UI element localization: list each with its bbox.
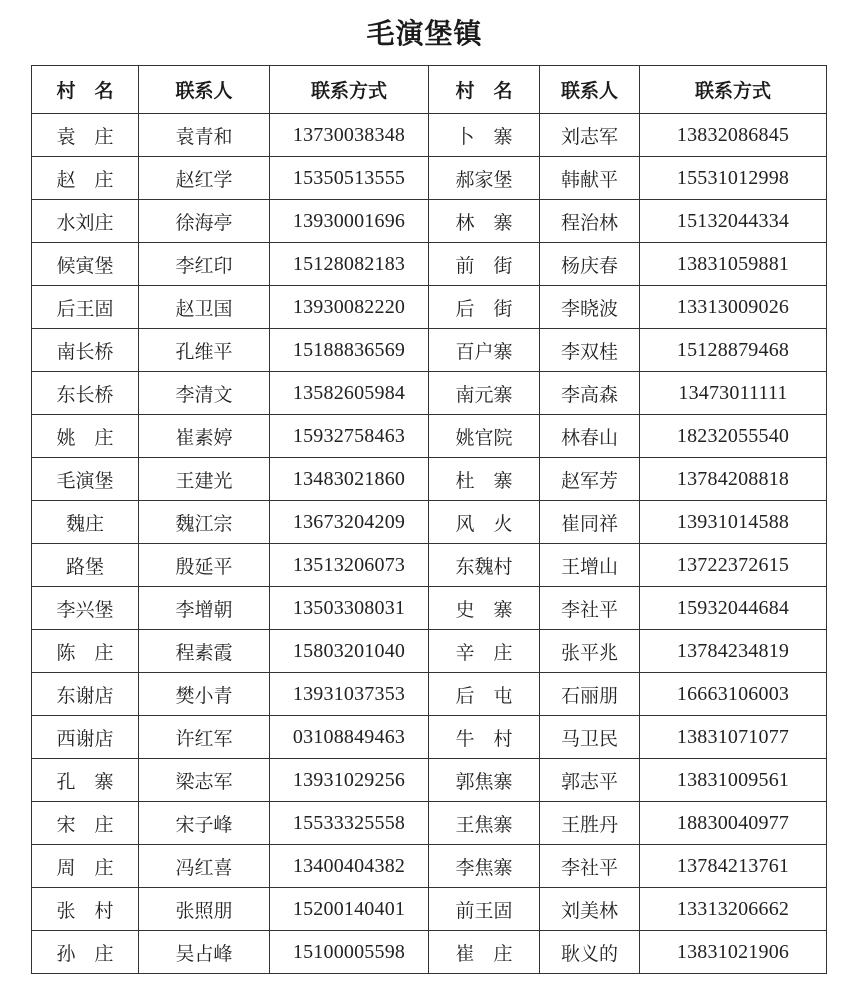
table-row <box>32 630 827 673</box>
phone-number-cell-left: 13513206073 <box>270 544 429 587</box>
village-name-cell-left: 孔 寨 <box>32 759 139 802</box>
table-row <box>32 286 827 329</box>
phone-number-cell-right: 13831009561 <box>640 759 827 802</box>
contact-person-cell-right: 李晓波 <box>540 286 640 329</box>
phone-number-cell-left: 13930001696 <box>270 200 429 243</box>
phone-number-cell-left: 15128082183 <box>270 243 429 286</box>
contact-person-cell-left: 李红印 <box>139 243 270 286</box>
phone-number-cell-right: 13784234819 <box>640 630 827 673</box>
phone-number-cell-left: 13503308031 <box>270 587 429 630</box>
phone-number-cell-right: 13831071077 <box>640 716 827 759</box>
contact-person-cell-left: 徐海亭 <box>139 200 270 243</box>
contact-person-cell-left: 冯红喜 <box>139 845 270 888</box>
header-contact-person-left: 联系人 <box>139 66 270 114</box>
phone-number-cell-right: 16663106003 <box>640 673 827 716</box>
village-name-cell-left: 周 庄 <box>32 845 139 888</box>
contact-person-cell-right: 刘美林 <box>540 888 640 931</box>
phone-number-cell-left: 03108849463 <box>270 716 429 759</box>
village-name-cell-right: 崔 庄 <box>429 931 540 974</box>
village-name-cell-right: 史 寨 <box>429 587 540 630</box>
contact-person-cell-right: 林春山 <box>540 415 640 458</box>
contact-person-cell-right: 李高森 <box>540 372 640 415</box>
phone-number-cell-left: 15533325558 <box>270 802 429 845</box>
contact-person-cell-left: 袁青和 <box>139 114 270 157</box>
village-name-cell-left: 路堡 <box>32 544 139 587</box>
table-body <box>32 114 827 974</box>
village-name-cell-left: 陈 庄 <box>32 630 139 673</box>
village-name-cell-left: 西谢店 <box>32 716 139 759</box>
phone-number-cell-left: 13582605984 <box>270 372 429 415</box>
contact-person-cell-right: 石丽朋 <box>540 673 640 716</box>
phone-number-cell-left: 13483021860 <box>270 458 429 501</box>
phone-number-cell-right: 15128879468 <box>640 329 827 372</box>
contact-person-cell-left: 李增朝 <box>139 587 270 630</box>
contact-person-cell-right: 韩献平 <box>540 157 640 200</box>
table-row <box>32 243 827 286</box>
phone-number-cell-right: 15932044684 <box>640 587 827 630</box>
contact-person-cell-left: 赵卫国 <box>139 286 270 329</box>
village-name-cell-right: 东魏村 <box>429 544 540 587</box>
phone-number-cell-right: 15531012998 <box>640 157 827 200</box>
contact-person-cell-left: 张照朋 <box>139 888 270 931</box>
contact-person-cell-right: 马卫民 <box>540 716 640 759</box>
village-name-cell-right: 卜 寨 <box>429 114 540 157</box>
village-name-cell-right: 李焦寨 <box>429 845 540 888</box>
village-name-cell-right: 辛 庄 <box>429 630 540 673</box>
village-name-cell-left: 姚 庄 <box>32 415 139 458</box>
village-name-cell-left: 宋 庄 <box>32 802 139 845</box>
contact-person-cell-right: 郭志平 <box>540 759 640 802</box>
contact-person-cell-left: 樊小青 <box>139 673 270 716</box>
village-name-cell-right: 牛 村 <box>429 716 540 759</box>
contact-person-cell-right: 李社平 <box>540 587 640 630</box>
header-village-name-left: 村 名 <box>32 66 139 114</box>
table-row <box>32 157 827 200</box>
village-name-cell-right: 郝家堡 <box>429 157 540 200</box>
table-row <box>32 114 827 157</box>
phone-number-cell-left: 15200140401 <box>270 888 429 931</box>
phone-number-cell-right: 18830040977 <box>640 802 827 845</box>
table-row <box>32 415 827 458</box>
phone-number-cell-right: 13831021906 <box>640 931 827 974</box>
phone-number-cell-right: 13473011111 <box>640 372 827 415</box>
phone-number-cell-right: 18232055540 <box>640 415 827 458</box>
table-row <box>32 544 827 587</box>
table-row <box>32 458 827 501</box>
header-village-name-right: 村 名 <box>429 66 540 114</box>
contact-person-cell-left: 魏江宗 <box>139 501 270 544</box>
village-name-cell-left: 候寅堡 <box>32 243 139 286</box>
phone-number-cell-left: 13931029256 <box>270 759 429 802</box>
village-name-cell-right: 南元寨 <box>429 372 540 415</box>
phone-number-cell-right: 13831059881 <box>640 243 827 286</box>
contact-person-cell-right: 张平兆 <box>540 630 640 673</box>
village-name-cell-left: 李兴堡 <box>32 587 139 630</box>
contact-person-cell-left: 李清文 <box>139 372 270 415</box>
phone-number-cell-left: 13730038348 <box>270 114 429 157</box>
phone-number-cell-left: 15932758463 <box>270 415 429 458</box>
contact-person-cell-right: 王胜丹 <box>540 802 640 845</box>
village-name-cell-right: 前 街 <box>429 243 540 286</box>
contact-person-cell-left: 王建光 <box>139 458 270 501</box>
phone-number-cell-right: 13931014588 <box>640 501 827 544</box>
phone-number-cell-left: 15188836569 <box>270 329 429 372</box>
header-contact-method-right: 联系方式 <box>640 66 827 114</box>
phone-number-cell-right: 15132044334 <box>640 200 827 243</box>
table-row <box>32 802 827 845</box>
table-row <box>32 888 827 931</box>
village-name-cell-left: 赵 庄 <box>32 157 139 200</box>
village-name-cell-right: 姚官院 <box>429 415 540 458</box>
contact-person-cell-left: 殷延平 <box>139 544 270 587</box>
contact-person-cell-right: 李社平 <box>540 845 640 888</box>
header-row <box>32 66 827 114</box>
phone-number-cell-left: 15100005598 <box>270 931 429 974</box>
phone-number-cell-right: 13313009026 <box>640 286 827 329</box>
table-row <box>32 501 827 544</box>
contact-table <box>31 65 827 974</box>
table-row <box>32 845 827 888</box>
table-row <box>32 200 827 243</box>
table-header <box>32 66 827 114</box>
contact-person-cell-left: 许红军 <box>139 716 270 759</box>
village-name-cell-right: 王焦寨 <box>429 802 540 845</box>
phone-number-cell-left: 13673204209 <box>270 501 429 544</box>
contact-person-cell-left: 崔素婷 <box>139 415 270 458</box>
village-name-cell-left: 魏庄 <box>32 501 139 544</box>
village-name-cell-right: 郭焦寨 <box>429 759 540 802</box>
contact-person-cell-left: 孔维平 <box>139 329 270 372</box>
contact-person-cell-left: 宋子峰 <box>139 802 270 845</box>
contact-person-cell-left: 吴占峰 <box>139 931 270 974</box>
header-contact-method-left: 联系方式 <box>270 66 429 114</box>
phone-number-cell-left: 13400404382 <box>270 845 429 888</box>
contact-person-cell-left: 梁志军 <box>139 759 270 802</box>
table-row <box>32 931 827 974</box>
phone-number-cell-right: 13832086845 <box>640 114 827 157</box>
table-row <box>32 716 827 759</box>
contact-person-cell-right: 耿义的 <box>540 931 640 974</box>
village-name-cell-left: 张 村 <box>32 888 139 931</box>
phone-number-cell-right: 13313206662 <box>640 888 827 931</box>
village-name-cell-right: 杜 寨 <box>429 458 540 501</box>
contact-person-cell-right: 赵军芳 <box>540 458 640 501</box>
contact-person-cell-right: 王增山 <box>540 544 640 587</box>
table-row <box>32 329 827 372</box>
contact-person-cell-right: 崔同祥 <box>540 501 640 544</box>
village-name-cell-left: 毛演堡 <box>32 458 139 501</box>
phone-number-cell-left: 13931037353 <box>270 673 429 716</box>
contact-person-cell-right: 刘志军 <box>540 114 640 157</box>
contact-person-cell-right: 程治林 <box>540 200 640 243</box>
village-name-cell-left: 后王固 <box>32 286 139 329</box>
phone-number-cell-right: 13722372615 <box>640 544 827 587</box>
table-row <box>32 759 827 802</box>
village-name-cell-right: 后 屯 <box>429 673 540 716</box>
phone-number-cell-left: 15803201040 <box>270 630 429 673</box>
contact-person-cell-right: 杨庆春 <box>540 243 640 286</box>
village-name-cell-left: 孙 庄 <box>32 931 139 974</box>
village-name-cell-right: 风 火 <box>429 501 540 544</box>
table-row <box>32 587 827 630</box>
village-name-cell-right: 前王固 <box>429 888 540 931</box>
header-contact-person-right: 联系人 <box>540 66 640 114</box>
phone-number-cell-right: 13784213761 <box>640 845 827 888</box>
phone-number-cell-left: 15350513555 <box>270 157 429 200</box>
contact-person-cell-left: 程素霞 <box>139 630 270 673</box>
phone-number-cell-right: 13784208818 <box>640 458 827 501</box>
village-name-cell-right: 百户寨 <box>429 329 540 372</box>
contact-person-cell-left: 赵红学 <box>139 157 270 200</box>
table-row <box>32 673 827 716</box>
village-name-cell-left: 东长桥 <box>32 372 139 415</box>
phone-number-cell-left: 13930082220 <box>270 286 429 329</box>
village-name-cell-left: 水刘庄 <box>32 200 139 243</box>
village-name-cell-left: 南长桥 <box>32 329 139 372</box>
village-name-cell-left: 东谢店 <box>32 673 139 716</box>
contact-person-cell-right: 李双桂 <box>540 329 640 372</box>
village-name-cell-right: 后 街 <box>429 286 540 329</box>
page-title: 毛演堡镇 <box>366 17 483 50</box>
table-row <box>32 372 827 415</box>
village-name-cell-left: 袁 庄 <box>32 114 139 157</box>
village-name-cell-right: 林 寨 <box>429 200 540 243</box>
